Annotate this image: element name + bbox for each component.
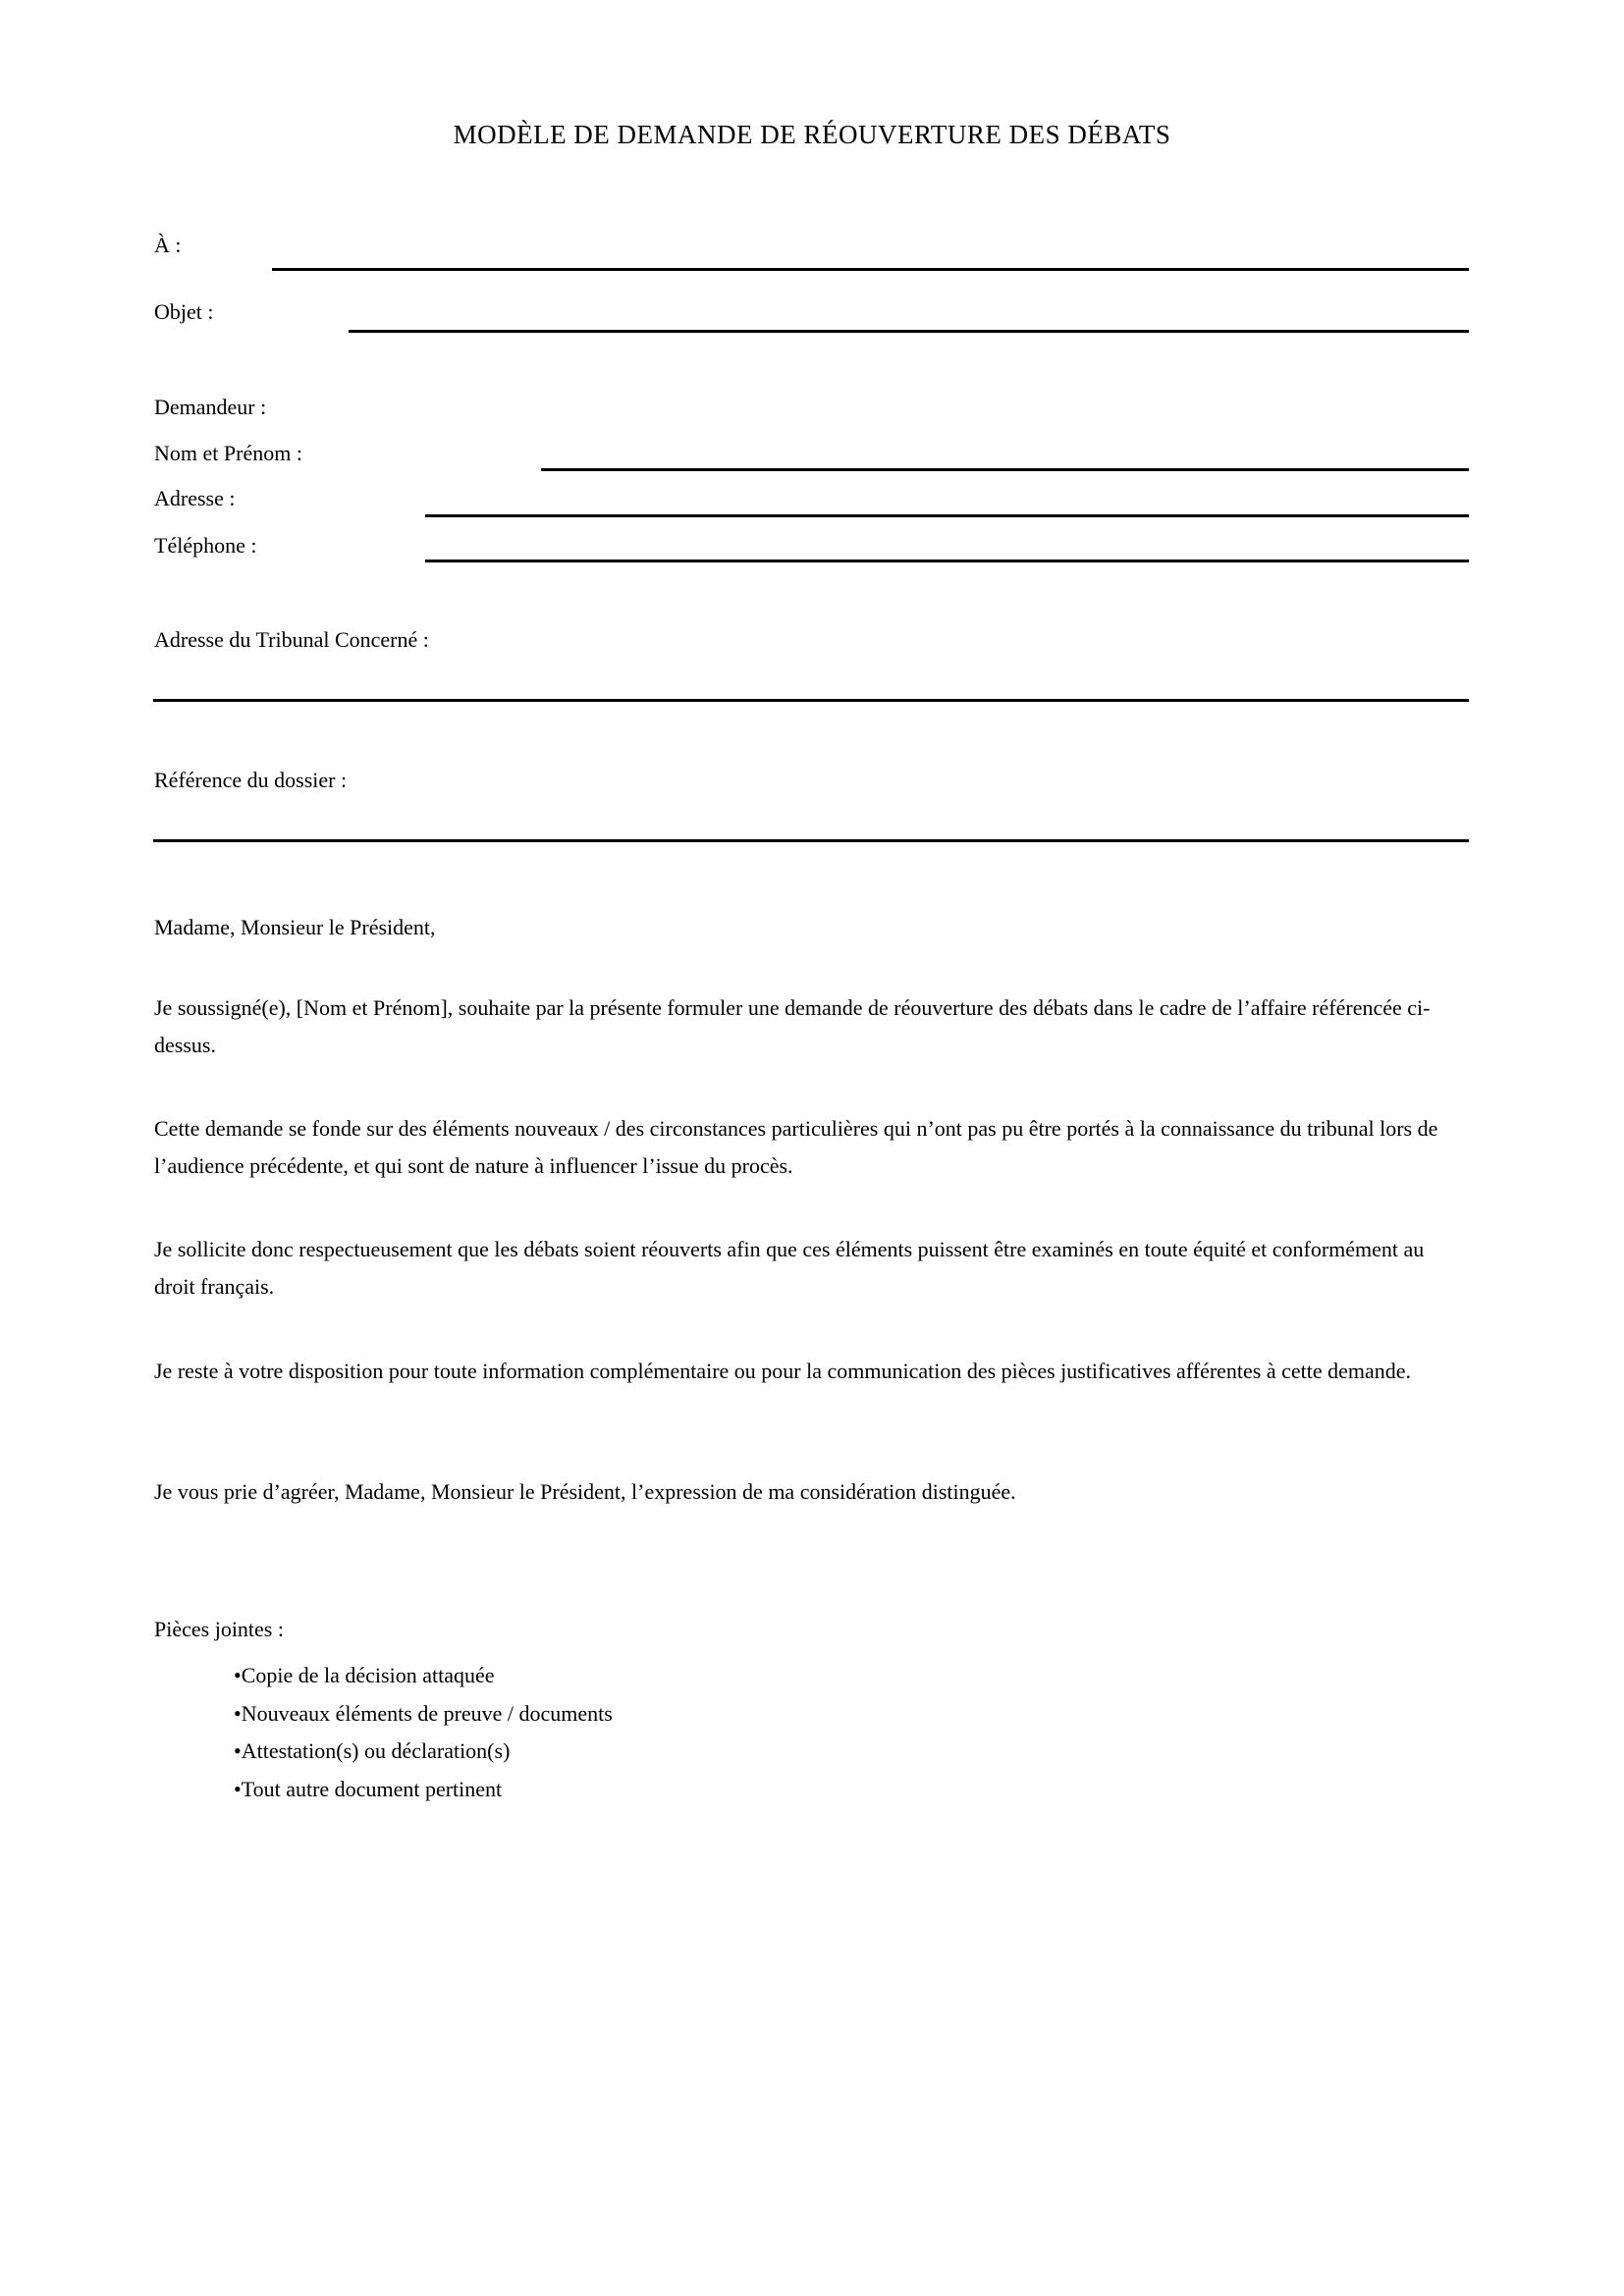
subject-field-label: Objet : <box>154 299 214 324</box>
address-field-line <box>425 514 1469 517</box>
case-reference-field-line <box>153 839 1469 842</box>
body-paragraph: Je soussigné(e), [Nom et Prénom], souhaite par la présente formuler une demande de réouverture des débats dans le cadre de l’affaire référencée ci-dessus. <box>154 995 1431 1057</box>
address-field-label: Adresse : <box>154 486 236 510</box>
phone-field-label: Téléphone : <box>154 533 257 558</box>
to-field-label: À : <box>154 233 182 257</box>
document-title: MODÈLE DE DEMANDE DE RÉOUVERTURE DES DÉBATS <box>453 120 1171 149</box>
court-address-field-line <box>153 699 1469 702</box>
case-reference-field-label: Référence du dossier : <box>154 768 348 792</box>
claimant-section-label: Demandeur : <box>154 395 267 419</box>
attachments-list <box>154 1657 613 1808</box>
salutation-text: Madame, Monsieur le Président, <box>154 915 436 939</box>
attachment-item: • Nouveaux éléments de preuve / documents <box>234 1695 613 1734</box>
name-field-line <box>541 468 1469 471</box>
to-field-line <box>272 268 1469 271</box>
attachment-item: • Attestation(s) ou déclaration(s) <box>234 1733 613 1771</box>
attachment-item: • Copie de la décision attaquée <box>234 1657 613 1695</box>
attachment-item: • Tout autre document pertinent <box>234 1771 613 1809</box>
closing-paragraph: Je vous prie d’agréer, Madame, Monsieur le Président, l’expression de ma considération distinguée. <box>154 1479 1016 1504</box>
body-paragraph: Je reste à votre disposition pour toute information complémentaire ou pour la communication des pièces justificatives afférentes à cette demande. <box>154 1359 1412 1383</box>
name-field-label: Nom et Prénom : <box>154 441 302 465</box>
body-paragraph: Cette demande se fonde sur des éléments nouveaux / des circonstances particulières qui n’ont pas pu être portés à la connaissance du tribunal lors de l’audience précédente, et qui sont de nature à influencer l’issue du procès. <box>154 1116 1438 1178</box>
subject-field-line <box>349 330 1469 333</box>
attachments-section-label: Pièces jointes : <box>154 1617 284 1641</box>
body-paragraph: Je sollicite donc respectueusement que les débats soient réouverts afin que ces éléments puissent être examinés en toute équité et conformément au droit français. <box>154 1237 1425 1299</box>
court-address-field-label: Adresse du Tribunal Concerné : <box>154 627 429 652</box>
phone-field-line <box>425 560 1469 562</box>
